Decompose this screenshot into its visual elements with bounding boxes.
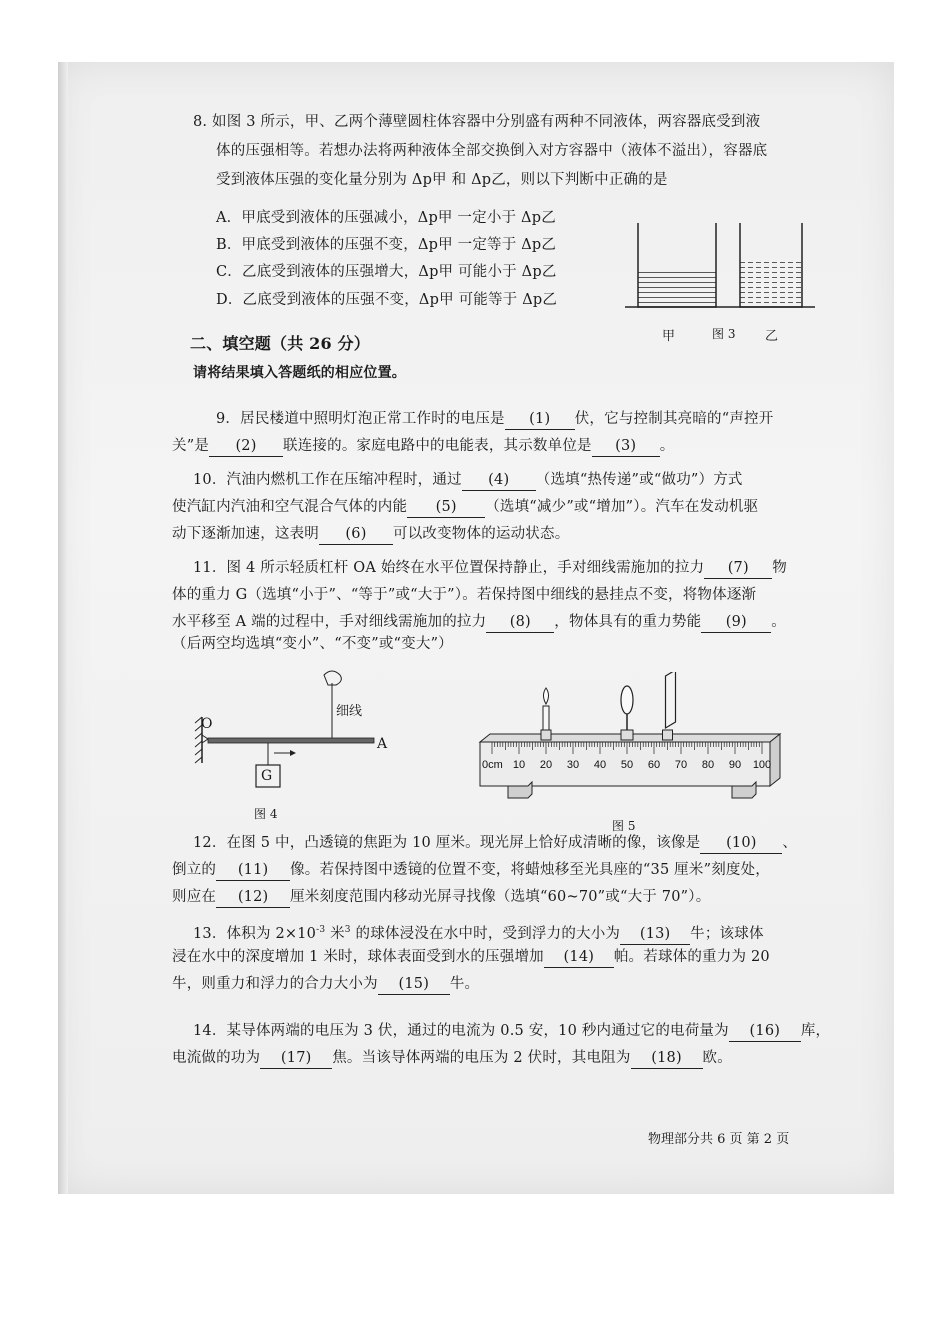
q10-text-c: （选填“热传递”或“做功”）方式 — [535, 472, 743, 488]
lever-bar — [208, 738, 374, 743]
q10-text-d: 使汽缸内汽油和空气混合气体的内能 — [172, 499, 408, 515]
q14-text-a: 14．某导体两端的电压为 3 伏，通过的电流为 0.5 安，10 秒内通过它的电荷量为 — [193, 1023, 729, 1039]
q14-text-f: 欧。 — [702, 1050, 732, 1066]
q10-text-e: （选填“减少”或“增加”）。汽车在发动机驱 — [485, 499, 759, 515]
q11-text-a: 11．图 4 所示轻质杠杆 OA 始终在水平位置保持静止，手对细线需施加的拉力 — [193, 560, 705, 576]
blank-6[interactable]: (6) — [319, 524, 393, 545]
q12-text-d: 倒立的 — [172, 862, 217, 878]
candle-icon — [541, 688, 551, 740]
q8-option-a: A．甲底受到液体的压强减小，Δp甲 一定小于 Δp乙 — [216, 210, 556, 226]
q10-line-1 — [193, 470, 743, 491]
q12-line-2 — [172, 860, 770, 881]
bench-end — [770, 734, 780, 786]
blank-13[interactable]: (13) — [620, 924, 690, 945]
page-footer: 物理部分共 6 页 第 2 页 — [648, 1132, 790, 1147]
ruler-scale-label: 90 — [728, 759, 742, 771]
blank-16[interactable]: (16) — [729, 1021, 801, 1042]
q12-text-e: 像。若保持图中透镜的位置不变，将蜡烛移至光具座的“35 厘米”刻度处， — [290, 862, 770, 878]
q11-line-4: （后两空均选填“变小”、“不变”或“变大”） — [172, 636, 453, 652]
fig3-caption: 图 3 — [712, 327, 736, 341]
blank-12[interactable]: (12) — [216, 887, 290, 908]
fig3-label-jia: 甲 — [662, 329, 676, 344]
ruler-scale-label: 60 — [647, 759, 661, 771]
blank-5[interactable]: (5) — [407, 497, 485, 518]
q12-text-c: 、 — [782, 835, 798, 851]
q12-text-f: 则应在 — [172, 889, 217, 905]
q13-text-a2: 米 — [325, 925, 345, 942]
q8-option-d: D．乙底受到液体的压强不变，Δp甲 可能等于 Δp乙 — [216, 292, 558, 308]
q14-line-1 — [193, 1021, 830, 1042]
q11-text-g: 。 — [771, 614, 786, 630]
q8-line-3: 受到液体压强的变化量分别为 Δp甲 和 Δp乙，则以下判断中正确的是 — [216, 172, 668, 188]
q14-text-d: 电流做的功为 — [172, 1050, 261, 1066]
light-screen-icon — [663, 672, 676, 740]
q13-line-1 — [193, 920, 764, 945]
q9-text-f: 。 — [659, 438, 675, 454]
q12-text-a: 12．在图 5 中，凸透镜的焦距为 10 厘米。现光屏上恰好成清晰的像，该像是 — [193, 835, 701, 851]
fig4-label-g: G — [261, 768, 273, 784]
q13-text-a: 13．体积为 2×10 — [193, 925, 317, 942]
blank-1[interactable]: (1) — [505, 409, 575, 430]
blank-3[interactable]: (3) — [592, 436, 660, 457]
q9-text-d: 关”是 — [172, 438, 210, 454]
q9-line-1 — [216, 409, 773, 430]
q10-line-2 — [172, 497, 758, 518]
q10-text-f: 动下逐渐加速，这表明 — [172, 526, 319, 542]
fig5-caption: 图 5 — [612, 819, 636, 833]
q9-text-e: 联连接的。家庭电路中的电能表，其示数单位是 — [283, 438, 592, 454]
blank-10[interactable]: (10) — [700, 833, 782, 854]
blank-17[interactable]: (17) — [260, 1048, 332, 1069]
ruler-scale-label: 20 — [539, 759, 553, 771]
blank-11[interactable]: (11) — [216, 860, 290, 881]
q10-text-g: 可以改变物体的运动状态。 — [393, 526, 570, 542]
q9-text-a: 9．居民楼道中照明灯泡正常工作时的电压是 — [216, 411, 505, 427]
q10-line-3 — [172, 524, 569, 545]
q13-text-e: 帕。若球体的重力为 20 — [613, 949, 770, 965]
q11-line-1 — [193, 558, 787, 579]
fig3-label-yi: 乙 — [765, 329, 779, 344]
q12-line-3 — [172, 887, 710, 908]
q14-line-2 — [172, 1048, 732, 1069]
fig4-caption: 图 4 — [254, 807, 278, 821]
q12-text-g: 厘米刻度范围内移动光屏寻找像（选填“60~70”或“大于 70”）。 — [290, 889, 711, 905]
container-jia — [638, 223, 716, 307]
fig4-label-string: 细线 — [336, 704, 363, 719]
q8-line-1: 8. 如图 3 所示，甲、乙两个薄壁圆柱体容器中分别盛有两种不同液体，两容器底受到液 — [193, 114, 761, 130]
blank-15[interactable]: (15) — [378, 974, 450, 995]
blank-2[interactable]: (2) — [209, 436, 283, 457]
section-2-title: 二、填空题（共 26 分） — [190, 334, 371, 353]
convex-lens-icon — [621, 686, 633, 740]
figure-4-lever — [192, 665, 407, 825]
blank-18[interactable]: (18) — [631, 1048, 703, 1069]
q13-exponent: -3 — [316, 925, 326, 935]
ruler-scale-label: 10 — [512, 759, 526, 771]
ruler-scale-label: 80 — [701, 759, 715, 771]
hand-icon — [324, 671, 341, 685]
q11-text-e: 水平移至 A 端的过程中，手对细线需施加的拉力 — [172, 614, 487, 630]
q12-line-1 — [193, 833, 797, 854]
fig4-label-a: A — [377, 736, 388, 752]
q13-text-c: 牛；该球体 — [690, 925, 764, 942]
section-2-note: 请将结果填入答题纸的相应位置。 — [193, 365, 406, 381]
q13-line-2 — [172, 947, 770, 968]
ruler-scale-label: 0cm — [482, 759, 503, 771]
q9-line-2 — [172, 436, 674, 457]
q8-option-c: C．乙底受到液体的压强增大，Δp甲 可能小于 Δp乙 — [216, 264, 557, 280]
q13-text-f: 牛，则重力和浮力的合力大小为 — [172, 976, 378, 992]
q10-text-a: 10．汽油内燃机工作在压缩冲程时，通过 — [193, 472, 462, 488]
q8-line-2: 体的压强相等。若想办法将两种液体全部交换倒入对方容器中（液体不溢出），容器底 — [216, 143, 768, 159]
q14-text-c: 库， — [800, 1023, 831, 1039]
blank-9[interactable]: (9) — [701, 612, 771, 633]
q11-text-f: ，物体具有的重力势能 — [554, 614, 702, 630]
ruler-scale-label: 30 — [566, 759, 580, 771]
q13-text-g: 牛。 — [449, 976, 480, 992]
q9-text-c: 伏，它与控制其亮暗的“声控开 — [574, 411, 774, 427]
q11-line-3 — [172, 612, 786, 633]
container-yi — [740, 223, 802, 307]
ruler-scale-label: 40 — [593, 759, 607, 771]
blank-7[interactable]: (7) — [704, 558, 772, 579]
blank-14[interactable]: (14) — [544, 947, 614, 968]
q13-line-3 — [172, 974, 479, 995]
blank-4[interactable]: (4) — [462, 470, 536, 491]
fig4-label-o: O — [201, 716, 213, 732]
q13-unit-exponent: 3 — [344, 925, 351, 935]
q13-text-d: 浸在水中的深度增加 1 米时，球体表面受到水的压强增加 — [172, 949, 544, 965]
blank-8[interactable]: (8) — [486, 612, 554, 633]
q11-text-c: 物 — [772, 560, 787, 576]
ruler-scale-label: 70 — [674, 759, 688, 771]
ruler-scale-label: 50 — [620, 759, 634, 771]
arrow-right-icon — [290, 750, 296, 756]
q14-text-e: 焦。当该导体两端的电压为 2 伏时，其电阻为 — [332, 1050, 631, 1066]
ruler-scale-label: 100 — [752, 759, 772, 771]
figure-5-optical-bench — [470, 672, 790, 812]
q13-text-a3: 的球体浸没在水中时，受到浮力的大小为 — [350, 925, 621, 942]
q8-option-b: B．甲底受到液体的压强不变，Δp甲 一定等于 Δp乙 — [216, 237, 557, 253]
q11-line-2: 体的重力 G（选填“小于”、“等于”或“大于”）。若保持图中细线的悬挂点不变，将物体逐渐 — [172, 587, 757, 603]
